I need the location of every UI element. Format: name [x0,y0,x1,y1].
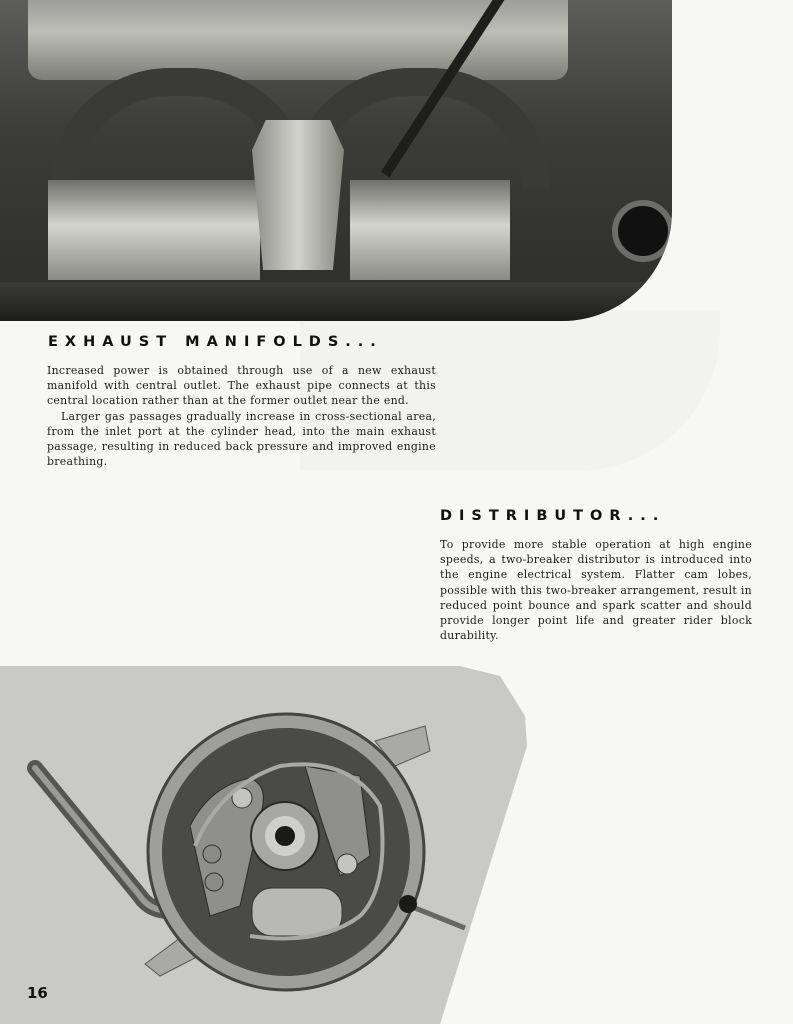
heat-shield-right [350,180,510,280]
paragraph: To provide more stable operation at high engine speeds, a two-breaker distributor is introduced into the engine electrical system. Flatter cam lobes, possible with this two-breaker arrangement, result in reduced point bounce and spark scatter and should provide longer point life and greater rider block durability. [440,538,752,643]
distributor-text [440,537,752,643]
water-pipe [612,200,672,262]
central-outlet [252,120,344,270]
page-number: 16 [27,984,48,1002]
paragraph: Larger gas passages gradually increase in cross-sectional area, from the inlet port at the cylinder head, into the main exhaust passage, resulting in reduced back pressure and improved engine breathing. [47,409,436,469]
section-heading-exhaust-manifolds: EXHAUST MANIFOLDS... [48,334,383,350]
engine-lower-band [0,282,672,321]
heat-shield-left [48,180,260,280]
engine-exhaust-manifold-photo [0,0,672,321]
distributor-illustration [20,706,480,996]
paragraph: Increased power is obtained through use of a new exhaust manifold with central outlet. The exhaust pipe connects at this central location rather than at the former outlet near the end. [47,364,436,408]
section-heading-distributor: DISTRIBUTOR... [440,508,666,524]
exhaust-manifolds-text [47,363,436,469]
